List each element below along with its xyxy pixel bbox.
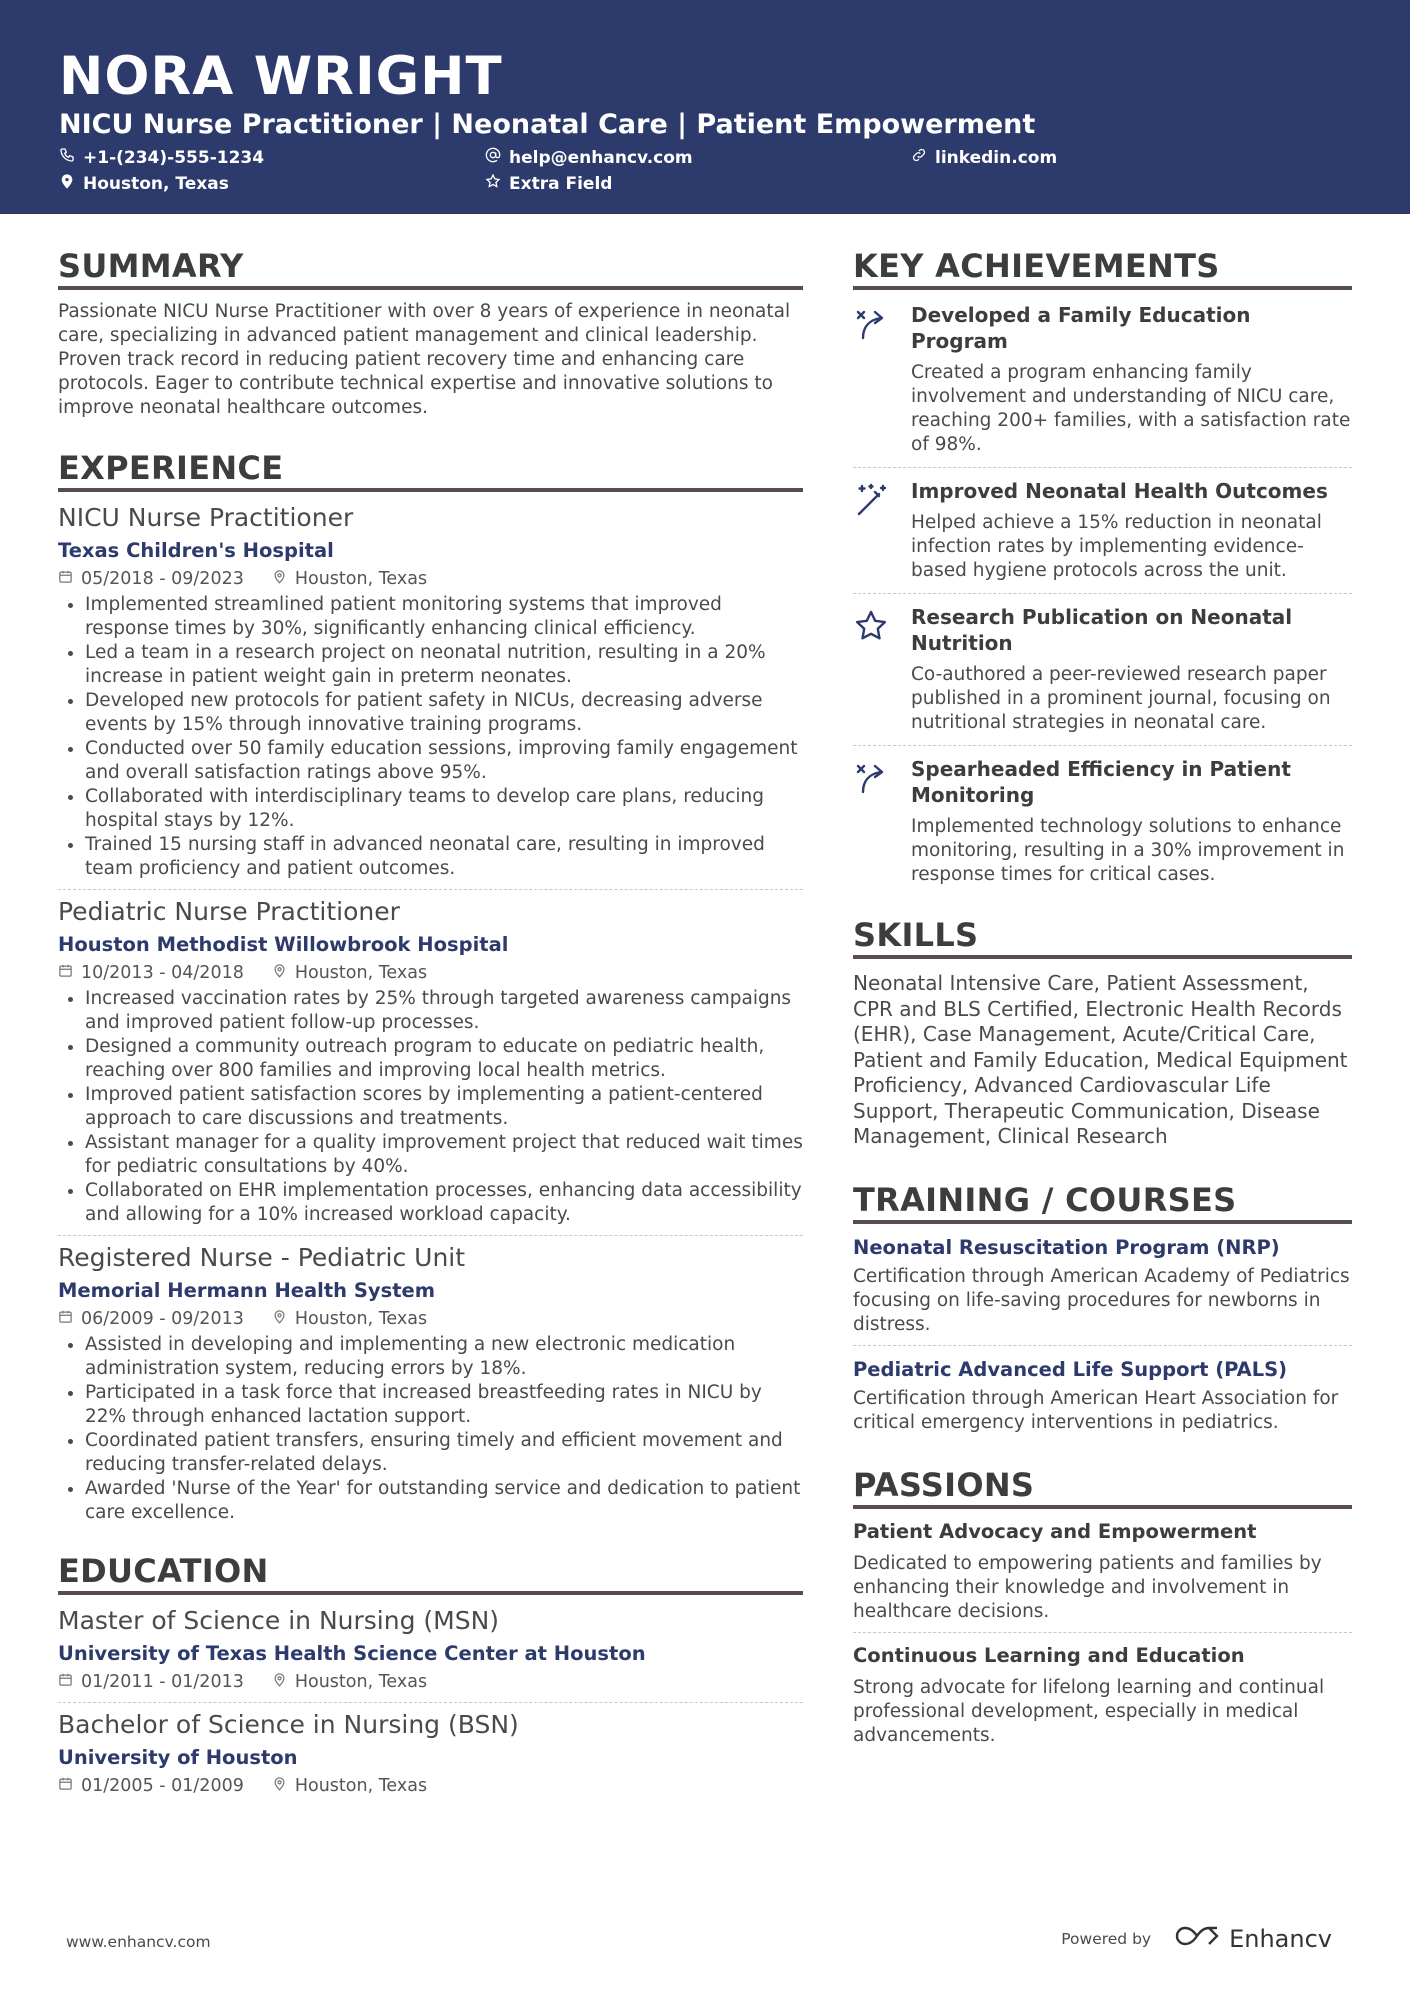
extra-text: Extra Field [509, 173, 613, 194]
job-dates [58, 565, 244, 593]
job-dates [58, 959, 244, 987]
passion-title: Continuous Learning and Education [853, 1643, 1245, 1667]
location-pin-icon [272, 1305, 287, 1333]
at-icon [485, 147, 501, 168]
bullet-item: • Implemented streamlined patient monitoring systems that improved response times by 30%, significantly enhancing clinical efficiency. [85, 593, 803, 641]
star-icon [485, 173, 501, 194]
brand-logo[interactable] [1175, 1924, 1332, 1954]
course-desc: Certification through American Heart Association for critical emergency interventions in pediatrics. [853, 1387, 1339, 1433]
contact-location [59, 173, 229, 194]
bullet-item: • Coordinated patient transfers, ensuring timely and efficient movement and reducing transfer-related delays. [85, 1429, 803, 1477]
job-title: NICU Nurse Practitioner [58, 503, 354, 532]
location-text: Houston, Texas [294, 569, 428, 589]
location-text: Houston, Texas [294, 963, 428, 983]
achievement-item [853, 292, 1352, 467]
experience-section [58, 448, 803, 1533]
job-entry [58, 889, 803, 1235]
dates-text: 01/2011 - 01/2013 [81, 1672, 244, 1692]
education-dates [58, 1668, 244, 1696]
contact-info [59, 147, 1410, 207]
course-item [853, 1230, 1352, 1345]
skills-section [853, 915, 1352, 1150]
enhancv-logo-icon [1175, 1924, 1221, 1954]
calendar-icon [58, 1772, 73, 1800]
location-text: Houston, Texas [294, 1309, 428, 1329]
bullet-item: • Awarded 'Nurse of the Year' for outstanding service and dedication to patient care excellence. [85, 1477, 803, 1525]
location-pin-icon [272, 1668, 287, 1696]
achievement-desc: Implemented technology solutions to enhance monitoring, resulting in a 30% improvement in response times for critical cases. [911, 816, 1345, 885]
candidate-name: NORA WRIGHT [59, 46, 503, 107]
bullet-item: • Collaborated on EHR implementation processes, enhancing data accessibility and allowing for a 10% increased workload capacity. [85, 1179, 803, 1227]
dates-text: 06/2009 - 09/2013 [81, 1309, 244, 1329]
company-name: Texas Children's Hospital [58, 539, 334, 562]
achievement-desc: Co-authored a peer-reviewed research paper published in a prominent journal, focusing on nutritional strategies in neonatal care. [911, 664, 1331, 733]
job-bullets [58, 1333, 803, 1525]
footer-branding [1061, 1924, 1332, 1954]
section-title: KEY ACHIEVEMENTS [853, 246, 1352, 290]
email-text[interactable]: help@enhancv.com [509, 147, 693, 168]
bullet-item: • Collaborated with interdisciplinary teams to develop care plans, reducing hospital stays by 12%. [85, 785, 803, 833]
bullet-item: • Trained 15 nursing staff in advanced neonatal care, resulting in improved team proficiency and patient outcomes. [85, 833, 803, 881]
job-location [272, 565, 427, 593]
job-meta [58, 1305, 803, 1333]
contact-extra [485, 173, 612, 194]
degree-title: Bachelor of Science in Nursing (BSN) [58, 1710, 519, 1739]
job-dates [58, 1305, 244, 1333]
flow-arrow-icon [853, 754, 911, 887]
star-icon [853, 602, 911, 735]
dates-text: 01/2005 - 01/2009 [81, 1776, 244, 1796]
location-pin-icon [272, 1772, 287, 1800]
calendar-icon [58, 565, 73, 593]
bullet-item: • Conducted over 50 family education sessions, improving family engagement and overall satisfaction ratings above 95%. [85, 737, 803, 785]
bullet-item: • Participated in a task force that increased breastfeeding rates in NICU by 22% through enhanced lactation support. [85, 1381, 803, 1429]
degree-title: Master of Science in Nursing (MSN) [58, 1606, 500, 1635]
magic-wand-icon [853, 476, 911, 583]
powered-by-text: Powered by [1061, 1930, 1152, 1948]
achievement-item [853, 745, 1352, 897]
calendar-icon [58, 1305, 73, 1333]
section-title: SKILLS [853, 915, 1352, 959]
footer-website[interactable]: www.enhancv.com [66, 1933, 211, 1951]
passion-desc: Strong advocate for lifelong learning and continual professional development, especially in medical advancements. [853, 1676, 1325, 1746]
candidate-headline: NICU Nurse Practitioner | Neonatal Care | Patient Empowerment [59, 109, 1036, 140]
achievement-body [911, 476, 1352, 583]
section-title: EXPERIENCE [58, 448, 803, 492]
contact-email[interactable] [485, 147, 693, 168]
resume-header [0, 0, 1410, 214]
passion-desc: Dedicated to empowering patients and families by enhancing their knowledge and involvement in healthcare decisions. [853, 1552, 1322, 1622]
phone-text: +1-(234)-555-1234 [83, 147, 265, 168]
summary-text: Passionate NICU Nurse Practitioner with over 8 years of experience in neonatal care, specializing in advanced patient management and clinical leadership. Proven track record in reducing patient recovery time and enhancing care protocols. Eager to contribute technical expertise and innovative solutions to improve neonatal healthcare outcomes. [58, 301, 791, 418]
training-section [853, 1180, 1352, 1443]
section-title: PASSIONS [853, 1465, 1352, 1509]
job-title: Registered Nurse - Pediatric Unit [58, 1243, 466, 1272]
location-pin-icon [272, 565, 287, 593]
education-location [272, 1668, 427, 1696]
company-name: Memorial Hermann Health System [58, 1279, 436, 1302]
achievement-item [853, 593, 1352, 745]
job-location [272, 1305, 427, 1333]
achievement-body [911, 754, 1352, 887]
phone-icon [59, 147, 75, 168]
dates-text: 10/2013 - 04/2018 [81, 963, 244, 983]
course-desc: Certification through American Academy of Pediatrics focusing on life-saving procedures for newborns in distress. [853, 1265, 1350, 1335]
calendar-icon [58, 959, 73, 987]
achievement-body [911, 300, 1352, 457]
bullet-item: • Assisted in developing and implementing a new electronic medication administration system, reducing errors by 18%. [85, 1333, 803, 1381]
calendar-icon [58, 1668, 73, 1696]
link-icon [911, 147, 927, 168]
bullet-item: • Improved patient satisfaction scores by implementing a patient-centered approach to care discussions and treatments. [85, 1083, 803, 1131]
course-title: Pediatric Advanced Life Support (PALS) [853, 1357, 1288, 1381]
achievement-title: Improved Neonatal Health Outcomes [911, 479, 1328, 503]
passions-section [853, 1465, 1352, 1756]
achievement-item [853, 467, 1352, 593]
education-meta [58, 1772, 803, 1800]
course-title: Neonatal Resuscitation Program (NRP) [853, 1235, 1280, 1259]
achievements-section [853, 246, 1352, 897]
linkedin-text[interactable]: linkedin.com [935, 147, 1058, 168]
section-title: TRAINING / COURSES [853, 1180, 1352, 1224]
skills-text: Neonatal Intensive Care, Patient Assessment, CPR and BLS Certified, Electronic Health Records (EHR), Case Management, Acute/Critical Care, Patient and Family Education, Medical Equipment Proficiency, Advanced Cardiovascular Life Support, Therapeutic Communication, Disease Management, Clinical Research [853, 971, 1348, 1148]
achievement-desc: Helped achieve a 15% reduction in neonatal infection rates by implementing evidence-based hygiene protocols across the unit. [911, 512, 1322, 581]
course-item [853, 1345, 1352, 1443]
company-name: Houston Methodist Willowbrook Hospital [58, 933, 509, 956]
achievement-desc: Created a program enhancing family involvement and understanding of NICU care, reaching 200+ families, with a satisfaction rate of 98%. [911, 362, 1351, 455]
education-entry [58, 1702, 803, 1806]
job-entry [58, 1235, 803, 1533]
location-text: Houston, Texas [83, 173, 229, 194]
contact-linkedin[interactable] [911, 147, 1057, 168]
brand-name: Enhancv [1229, 1925, 1332, 1953]
right-column [853, 246, 1352, 1756]
job-meta [58, 959, 803, 987]
achievement-title: Developed a Family Education Program [911, 303, 1251, 353]
bullet-item: • Developed new protocols for patient safety in NICUs, decreasing adverse events by 15% through innovative training programs. [85, 689, 803, 737]
job-location [272, 959, 427, 987]
location-pin-icon [272, 959, 287, 987]
education-dates [58, 1772, 244, 1800]
achievement-title: Spearheaded Efficiency in Patient Monitoring [911, 757, 1291, 807]
section-title: SUMMARY [58, 246, 803, 290]
passion-item [853, 1515, 1352, 1632]
job-meta [58, 565, 803, 593]
school-name: University of Texas Health Science Center at Houston [58, 1642, 646, 1665]
location-text: Houston, Texas [294, 1672, 428, 1692]
passion-title: Patient Advocacy and Empowerment [853, 1519, 1257, 1543]
education-section [58, 1551, 803, 1806]
achievement-title: Research Publication on Neonatal Nutrition [911, 605, 1293, 655]
flow-arrow-icon [853, 300, 911, 457]
education-entry [58, 1599, 803, 1702]
school-name: University of Houston [58, 1746, 298, 1769]
job-bullets [58, 987, 803, 1227]
passion-item [853, 1632, 1352, 1756]
education-location [272, 1772, 427, 1800]
location-text: Houston, Texas [294, 1776, 428, 1796]
location-pin-icon [59, 173, 75, 194]
achievement-body [911, 602, 1352, 735]
bullet-item: • Led a team in a research project on neonatal nutrition, resulting in a 20% increase in patient weight gain in preterm neonates. [85, 641, 803, 689]
contact-phone [59, 147, 264, 168]
job-bullets [58, 593, 803, 881]
section-title: EDUCATION [58, 1551, 803, 1595]
bullet-item: • Assistant manager for a quality improvement project that reduced wait times for pediatric consultations by 40%. [85, 1131, 803, 1179]
bullet-item: • Designed a community outreach program to educate on pediatric health, reaching over 800 families and improving local health metrics. [85, 1035, 803, 1083]
left-column [58, 246, 803, 1806]
dates-text: 05/2018 - 09/2023 [81, 569, 244, 589]
bullet-item: • Increased vaccination rates by 25% through targeted awareness campaigns and improved patient follow-up processes. [85, 987, 803, 1035]
education-meta [58, 1668, 803, 1696]
job-entry [58, 496, 803, 889]
summary-section [58, 246, 803, 420]
job-title: Pediatric Nurse Practitioner [58, 897, 400, 926]
